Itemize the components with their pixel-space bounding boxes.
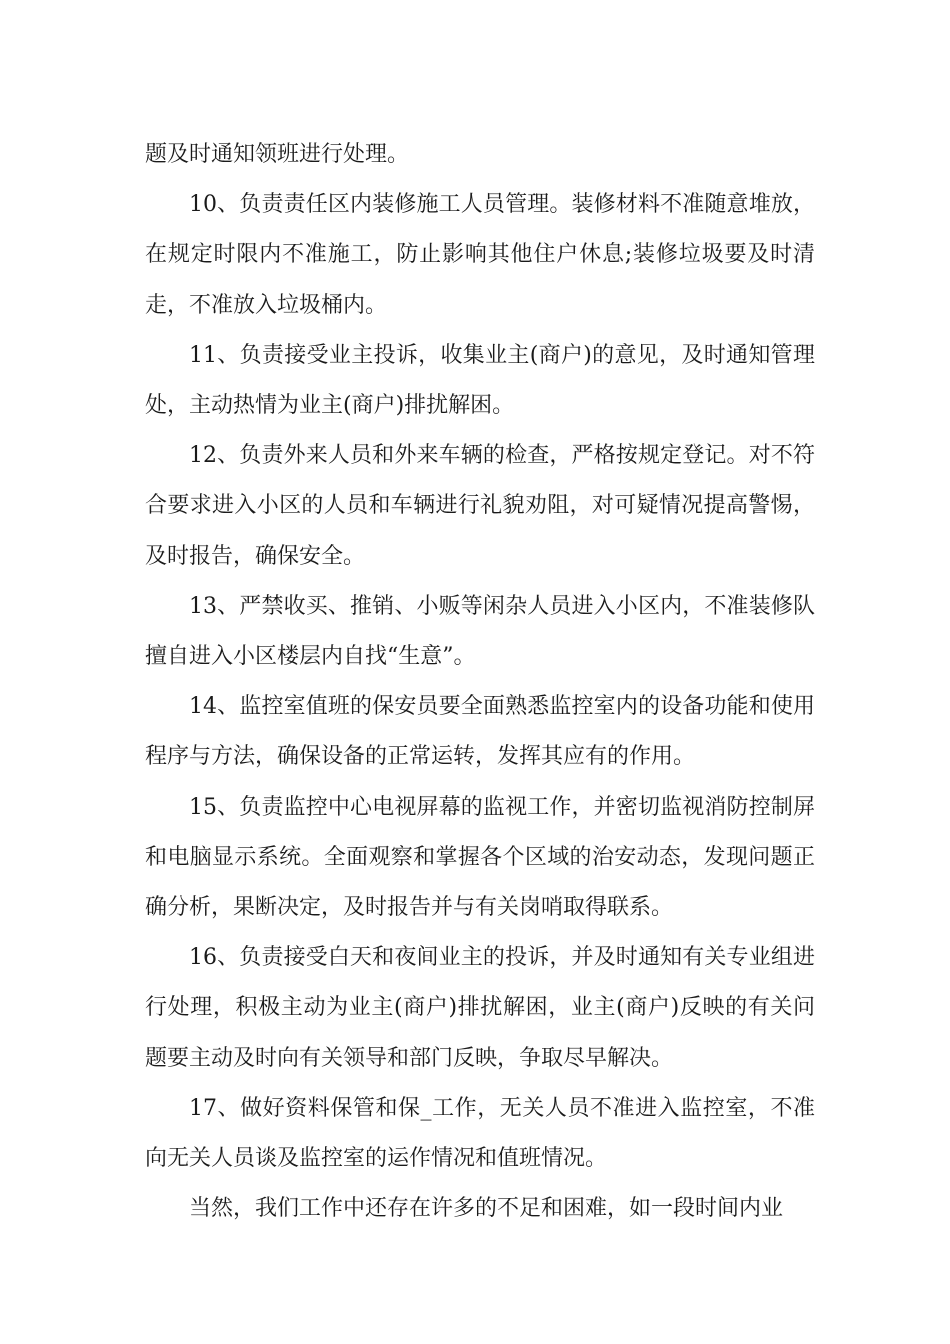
paragraph-item-11: 11、负责接受业主投诉，收集业主(商户)的意见，及时通知管理处，主动热情为业主(商户)排扰解困。 [145,342,815,419]
paragraph-item-17: 17、做好资料保管和保_工作，无关人员不准进入监控室，不准向无关人员谈及监控室的运作情况和值班情况。 [145,1095,815,1172]
paragraph-item-12: 12、负责外来人员和外来车辆的检查，严格按规定登记。对不符合要求进入小区的人员和车辆进行礼貌劝阻，对可疑情况提高警惕，及时报告，确保安全。 [145,443,815,569]
paragraph-closing: 当然，我们工作中还存在许多的不足和困难，如一段时间内业 [189,1196,784,1222]
paragraph-item-13: 13、严禁收买、推销、小贩等闲杂人员进入小区内，不准装修队擅自进入小区楼层内自找“生意”。 [145,593,815,670]
paragraph-continuation: 题及时通知领班进行处理。 [145,142,410,167]
paragraph-item-16: 16、负责接受白天和夜间业主的投诉，并及时通知有关专业组进行处理，积极主动为业主(商户)排扰解困，业主(商户)反映的有关问题要主动及时向有关领导和部门反映，争取尽早解决。 [145,945,815,1071]
paragraph-item-15: 15、负责监控中心电视屏幕的监视工作，并密切监视消防控制屏和电脑显示系统。全面观察和掌握各个区域的治安动态，发现问题正确分析，果断决定，及时报告并与有关岗哨取得联系。 [145,794,815,921]
paragraph-item-14: 14、监控室值班的保安员要全面熟悉监控室内的设备功能和使用程序与方法，确保设备的正常运转，发挥其应有的作用。 [145,694,815,770]
document-body [145,130,815,1234]
paragraph-item-10: 10、负责责任区内装修施工人员管理。装修材料不准随意堆放，在规定时限内不准施工，防止影响其他住户休息;装修垃圾要及时清走，不准放入垃圾桶内。 [145,192,815,318]
